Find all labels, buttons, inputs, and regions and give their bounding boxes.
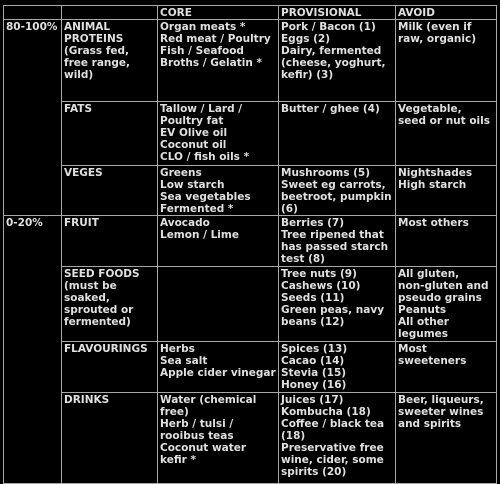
category-line: FATS (64, 103, 93, 115)
core-item: Herbs (160, 343, 195, 355)
core-item: Fermented * (160, 203, 234, 215)
category-line: soaked, (64, 292, 110, 304)
avoid-item: legumes (398, 328, 449, 340)
core-item: Low starch (160, 179, 225, 191)
provisional-item: Coffee / black tea (281, 418, 385, 430)
provisional-item: Tree ripened that (281, 229, 384, 241)
core-item: Sea salt (160, 355, 208, 367)
category-line: FRUIT (64, 217, 99, 229)
provisional-item: Preservative free (281, 442, 384, 454)
provisional-item: Green peas, navy (281, 304, 385, 316)
category-line: PROTEINS (64, 33, 124, 45)
avoid-item: sweeteners (398, 355, 467, 367)
core-item: Greens (160, 167, 202, 179)
provisional-item: Stevia (15) (281, 367, 347, 379)
category-line: DRINKS (64, 394, 110, 406)
core-item: free) (160, 406, 189, 418)
avoid-item: raw, organic) (398, 33, 477, 45)
avoid-drinks (396, 393, 497, 484)
category-line: (Grass fed, (64, 45, 130, 57)
provisional-item: Pork / Bacon (1) (281, 21, 376, 33)
provisional-item: Eggs (2) (281, 33, 331, 45)
row-drinks (4, 393, 497, 484)
core-item: Herb / tulsi / (160, 418, 234, 430)
core-item: Sea vegetables (160, 191, 251, 203)
provisional-item: Juices (17) (281, 394, 344, 406)
provisional-item: Cacao (14) (281, 355, 345, 367)
provisional-item: Butter / ghee (4) (281, 103, 380, 115)
header-provisional: PROVISIONAL (279, 6, 396, 20)
avoid-seed-foods (396, 267, 497, 342)
core-item: Fish / Seafood (160, 45, 244, 57)
core-veges (158, 166, 279, 216)
core-seed-foods (158, 267, 279, 342)
row-seed-foods (4, 267, 497, 342)
core-item: Red meat / Poultry (160, 33, 271, 45)
core-item: Broths / Gelatin * (160, 57, 262, 69)
header-blank-2 (62, 6, 158, 20)
core-item: Apple cider vinegar (160, 367, 276, 379)
header-row (4, 6, 497, 20)
category-line: FLAVOURINGS (64, 343, 148, 355)
avoid-item: Beer, liqueurs, (398, 394, 484, 406)
provisional-item: (6) (281, 203, 298, 215)
avoid-flavourings (396, 342, 497, 393)
category-veges (62, 166, 158, 216)
category-line: ANIMAL (64, 21, 111, 33)
row-fats (4, 102, 497, 166)
provisional-drinks (279, 393, 396, 484)
category-line: sprouted or (64, 304, 134, 316)
category-fruit (62, 216, 158, 267)
core-item: CLO / fish oils * (160, 151, 250, 163)
core-flavourings (158, 342, 279, 393)
provisional-item: Cashews (10) (281, 280, 361, 292)
provisional-item: (cheese, yoghurt, (281, 57, 386, 69)
category-drinks (62, 393, 158, 484)
provisional-animal-proteins (279, 20, 396, 102)
core-item: kefir * (160, 454, 196, 466)
provisional-fruit (279, 216, 396, 267)
provisional-item: Honey (16) (281, 379, 347, 391)
avoid-fruit (396, 216, 497, 267)
provisional-item: has passed starch (281, 241, 389, 253)
group-80-100: 80-100% (4, 20, 62, 216)
core-item: Water (chemical (160, 394, 257, 406)
avoid-item: All gluten, (398, 268, 460, 280)
core-animal-proteins (158, 20, 279, 102)
avoid-animal-proteins (396, 20, 497, 102)
category-line: (must be (64, 280, 117, 292)
core-fruit (158, 216, 279, 267)
avoid-veges (396, 166, 497, 216)
core-item: rooibus teas (160, 430, 234, 442)
avoid-item: Vegetable, (398, 103, 462, 115)
category-line: wild) (64, 69, 94, 81)
avoid-item: Nightshades (398, 167, 473, 179)
category-flavourings (62, 342, 158, 393)
provisional-item: spirits (20) (281, 466, 347, 478)
provisional-item: kefir) (3) (281, 69, 334, 81)
provisional-item: Tree nuts (9) (281, 268, 357, 280)
core-item: Coconut oil (160, 139, 227, 151)
provisional-seed-foods (279, 267, 396, 342)
provisional-item: beetroot, pumpkin (281, 191, 392, 203)
avoid-item: All other (398, 316, 449, 328)
core-item: Tallow / Lard / (160, 103, 243, 115)
core-item: Organ meats * (160, 21, 246, 33)
avoid-item: Peanuts (398, 304, 447, 316)
header-avoid: AVOID (396, 6, 497, 20)
category-seed-foods (62, 267, 158, 342)
provisional-item: Seeds (11) (281, 292, 345, 304)
avoid-item: Milk (even if (398, 21, 472, 33)
avoid-fats (396, 102, 497, 166)
group-0-20: 0-20% (4, 216, 62, 484)
core-fats (158, 102, 279, 166)
diet-guide-table (3, 5, 497, 484)
provisional-veges (279, 166, 396, 216)
core-item: EV Olive oil (160, 127, 228, 139)
category-animal-proteins (62, 20, 158, 102)
provisional-item: (18) (281, 430, 306, 442)
provisional-item: wine, cider, some (281, 454, 384, 466)
category-line: fermented) (64, 316, 131, 328)
provisional-item: Dairy, fermented (281, 45, 382, 57)
avoid-item: High starch (398, 179, 467, 191)
provisional-item: beans (12) (281, 316, 345, 328)
category-line: SEED FOODS (64, 268, 140, 280)
provisional-fats (279, 102, 396, 166)
provisional-item: Spices (13) (281, 343, 348, 355)
provisional-item: test (8) (281, 253, 325, 265)
avoid-item: Most others (398, 217, 469, 229)
avoid-item: sweeter wines (398, 406, 484, 418)
header-blank-1 (4, 6, 62, 20)
avoid-item: pseudo grains (398, 292, 482, 304)
provisional-item: Kombucha (18) (281, 406, 371, 418)
category-line: VEGES (64, 167, 103, 179)
category-fats (62, 102, 158, 166)
core-item: Poultry fat (160, 115, 224, 127)
row-flavourings (4, 342, 497, 393)
category-line: free range, (64, 57, 131, 69)
row-animal-proteins (4, 20, 497, 102)
provisional-flavourings (279, 342, 396, 393)
avoid-item: Most (398, 343, 427, 355)
avoid-item: seed or nut oils (398, 115, 490, 127)
avoid-item: and spirits (398, 418, 462, 430)
core-item: Avocado (160, 217, 210, 229)
provisional-item: Mushrooms (5) (281, 167, 371, 179)
avoid-item: non-gluten and (398, 280, 489, 292)
row-veges (4, 166, 497, 216)
header-core: CORE (158, 6, 279, 20)
provisional-item: Berries (7) (281, 217, 345, 229)
row-fruit (4, 216, 497, 267)
core-drinks (158, 393, 279, 484)
core-item: Coconut water (160, 442, 247, 454)
core-item: Lemon / Lime (160, 229, 239, 241)
provisional-item: Sweet eg carrots, (281, 179, 386, 191)
